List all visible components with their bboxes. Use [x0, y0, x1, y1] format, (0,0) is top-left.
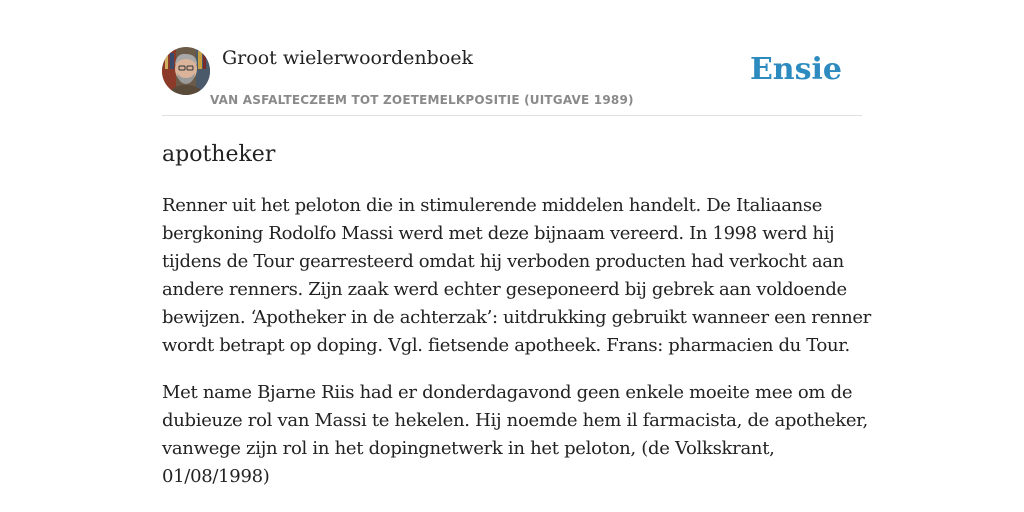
definition-line: wordt betrapt op doping. Vgl. fietsende apotheek. Frans: pharmacien du Tour.	[162, 335, 850, 356]
citation-line: Met name Bjarne Riis had er donderdagavond geen enkele moeite mee om de	[162, 382, 853, 403]
definition-line: andere renners. Zijn zaak werd echter geseponeerd bij gebrek aan voldoende	[162, 279, 847, 300]
citation-line: vanwege zijn rol in het dopingnetwerk in het peloton, (de Volkskrant,	[162, 438, 775, 459]
entry-definition	[162, 192, 871, 360]
citation-line: dubieuze rol van Massi te hekelen. Hij noemde hem il farmacista, de apotheker,	[162, 410, 868, 431]
definition-line: Renner uit het peloton die in stimulerende middelen handelt. De Italiaanse	[162, 195, 823, 216]
citation-line: 01/08/1998)	[162, 466, 270, 487]
author-portrait-icon[interactable]	[162, 47, 210, 95]
source-subtitle: VAN ASFALTECZEEM TOT ZOETEMELKPOSITIE (UITGAVE 1989)	[210, 93, 634, 107]
definition-line: bewijzen. ‘Apotheker in de achterzak’: uitdrukking gebruikt wanneer een renner	[162, 307, 871, 328]
entry-headword: apotheker	[162, 142, 276, 167]
entry-citation	[162, 379, 868, 491]
source-title[interactable]: Groot wielerwoordenboek	[222, 47, 474, 69]
definition-line: tijdens de Tour gearresteerd omdat hij verboden producten had verkocht aan	[162, 251, 844, 272]
definition-line: bergkoning Rodolfo Massi werd met deze bijnaam vereerd. In 1998 werd hij	[162, 223, 835, 244]
source-header	[162, 46, 862, 116]
brand-logo[interactable]: Ensie	[749, 52, 842, 87]
